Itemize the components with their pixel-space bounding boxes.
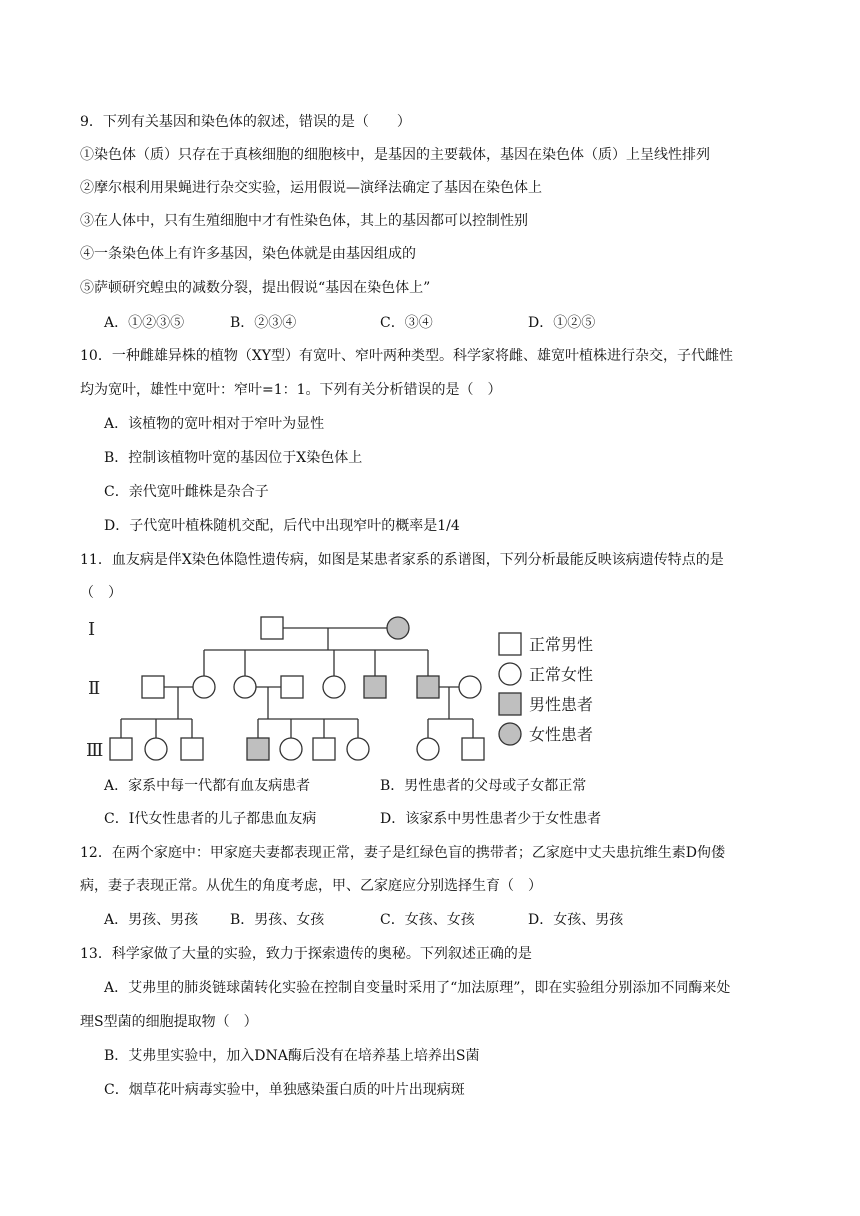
gen2-normal-female: [323, 676, 345, 698]
q13-option-a-line2: 理S型菌的细胞提取物（ ）: [80, 1014, 258, 1030]
q9-item-4: ④一条染色体上有许多基因，染色体就是由基因组成的: [80, 246, 416, 262]
q11-option-a: A．家系中每一代都有血友病患者: [104, 778, 311, 794]
gen3-normal-female: [417, 738, 439, 760]
q11-stem-line1: 11．血友病是伴X染色体隐性遗传病，如图是某患者家系的系谱图，下列分析最能反映该病遗传特点的是: [80, 552, 724, 568]
q9-option-c: C．③④: [380, 315, 433, 331]
gen3-affected-male: [247, 738, 269, 760]
q12-option-a: A．男孩、男孩: [104, 912, 199, 928]
legend-affected-male-icon: [499, 693, 521, 715]
gen2-normal-female-spouse: [459, 676, 481, 698]
legend-normal-female-icon: [499, 663, 521, 685]
gen3-normal-male: [313, 738, 335, 760]
q12-option-c: C．女孩、女孩: [380, 912, 475, 928]
q10-option-d: D．子代宽叶植株随机交配，后代中出现窄叶的概率是1/4: [104, 518, 460, 534]
generation-label-3: Ⅲ: [86, 740, 104, 761]
q9-option-a: A．①②③⑤: [104, 315, 185, 331]
q12-option-d: D．女孩、男孩: [528, 912, 624, 928]
q10-option-b: B．控制该植物叶宽的基因位于X染色体上: [104, 450, 363, 466]
generation-label-1: Ⅰ: [88, 619, 96, 640]
q10-option-a: A．该植物的宽叶相对于窄叶为显性: [104, 416, 325, 432]
legend-affected-female-icon: [499, 723, 521, 745]
q9-item-1: ①染色体（质）只存在于真核细胞的细胞核中，是基因的主要载体，基因在染色体（质）上呈线性排列: [80, 147, 710, 163]
q13-option-b: B．艾弗里实验中，加入DNA酶后没有在培养基上培养出S菌: [104, 1048, 480, 1064]
legend-normal-male-icon: [499, 633, 521, 655]
q13-stem: 13．科学家做了大量的实验，致力于探索遗传的奥秘。下列叙述正确的是: [80, 946, 532, 962]
gen2-normal-female: [234, 676, 256, 698]
gen1-normal-male: [261, 617, 283, 639]
q12-stem-line2: 病，妻子表现正常。从优生的角度考虑，甲、乙家庭应分别选择生育（ ）: [80, 878, 542, 894]
q9-option-d: D．①②⑤: [528, 315, 596, 331]
q11-option-b: B．男性患者的父母或子女都正常: [380, 778, 587, 794]
legend-normal-female-label: 正常女性: [529, 665, 594, 684]
q12-option-b: B．男孩、女孩: [230, 912, 325, 928]
q13-option-a-line1: A．艾弗里的肺炎链球菌转化实验在控制自变量时采用了“加法原理”，即在实验组分别添加不同酶来处: [104, 980, 731, 996]
generation-label-2: Ⅱ: [88, 678, 101, 699]
q11-option-d: D．该家系中男性患者少于女性患者: [380, 811, 602, 827]
legend-affected-male-label: 男性患者: [529, 695, 594, 714]
q10-option-c: C．亲代宽叶雌株是杂合子: [104, 484, 269, 500]
q10-stem-line2: 均为宽叶，雄性中宽叶：窄叶=1：1。下列有关分析错误的是（ ）: [80, 382, 502, 398]
q11-option-c: C．Ⅰ代女性患者的儿子都患血友病: [104, 811, 317, 827]
q9-item-3: ③在人体中，只有生殖细胞中才有性染色体，其上的基因都可以控制性别: [80, 213, 528, 229]
gen3-normal-female: [145, 738, 167, 760]
q9-item-5: ⑤萨顿研究蝗虫的减数分裂，提出假说“基因在染色体上”: [80, 280, 431, 296]
q10-stem-line1: 10．一种雌雄异株的植物（XY型）有宽叶、窄叶两种类型。科学家将雌、雄宽叶植株进行杂交，子代雌性: [80, 348, 734, 364]
gen3-normal-male: [110, 738, 132, 760]
q9-option-b: B．②③④: [230, 315, 297, 331]
gen2-normal-male-spouse: [281, 676, 303, 698]
legend-normal-male-label: 正常男性: [529, 635, 594, 654]
q9-item-2: ②摩尔根利用果蝇进行杂交实验，运用假说—演绎法确定了基因在染色体上: [80, 180, 542, 196]
pedigree-chart: [78, 608, 618, 768]
gen3-normal-female: [347, 738, 369, 760]
gen2-normal-female: [193, 676, 215, 698]
gen2-normal-male-spouse: [142, 676, 164, 698]
gen3-normal-male: [181, 738, 203, 760]
gen3-normal-male: [462, 738, 484, 760]
legend-affected-female-label: 女性患者: [529, 725, 594, 744]
gen1-affected-female: [387, 617, 409, 639]
gen3-normal-female: [280, 738, 302, 760]
q11-stem-line2: （ ）: [80, 585, 122, 601]
gen2-affected-male: [364, 676, 386, 698]
q12-stem-line1: 12．在两个家庭中：甲家庭夫妻都表现正常，妻子是红绿色盲的携带者；乙家庭中丈夫患抗维生素D佝偻: [80, 845, 726, 861]
q13-option-c: C．烟草花叶病毒实验中，单独感染蛋白质的叶片出现病斑: [104, 1082, 465, 1098]
pedigree-legend: [499, 633, 521, 745]
q9-stem: 9．下列有关基因和染色体的叙述，错误的是（ ）: [80, 114, 411, 130]
gen2-affected-male: [417, 676, 439, 698]
